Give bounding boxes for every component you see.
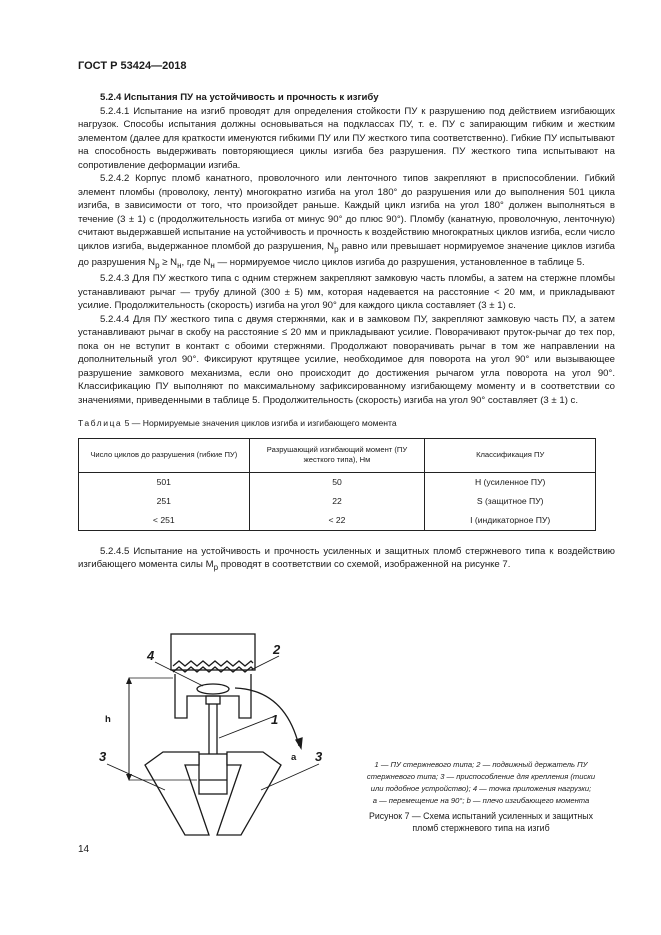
paragraph-5-2-4-3: 5.2.4.3 Для ПУ жесткого типа с одним стержнем закрепляют замковую часть пломбы, а затем на стержне пломбы устанавливают рычаг — трубу длиной (300 ± 5) мм, которая надевается на расстояние < 20 мм, и прикладывают усилие. Продолжительность (скорость) изгиба на угол 90° для каждого цикла составляет (3 ± 1) с. (78, 273, 615, 312)
table-row (79, 472, 596, 492)
section-heading: 5.2.4 Испытания ПУ на устойчивость и прочность к изгибу (100, 92, 379, 103)
label-3-right: 3 (315, 749, 323, 764)
table-cell: < 22 (249, 511, 425, 531)
main-content (78, 91, 615, 575)
document-standard-number: ГОСТ Р 53424—2018 (78, 60, 187, 72)
table-cell: 501 (79, 472, 250, 492)
table-cell: I (индикаторное ПУ) (425, 511, 596, 531)
figure-7-legend: 1 — ПУ стержневого типа; 2 — подвижный держатель ПУ стержневого типа; 3 — приспособление для крепления (тиски или подобное устройство); 4 — точка приложения нагрузки; a — перемещение на 90°; b — плечо изгибающего момента (366, 760, 596, 805)
table-cell: 50 (249, 472, 425, 492)
label-1: 1 (271, 712, 279, 727)
label-a: a (291, 752, 297, 763)
label-4: 4 (147, 648, 155, 663)
rod-head (206, 696, 220, 704)
label-3-left: 3 (99, 749, 107, 764)
paragraph-5-2-4-4: 5.2.4.4 Для ПУ жесткого типа с двумя стержнями, как и в замковом ПУ, закрепляют замковую часть ПУ, а затем устанавливают рычаг в скобу на расстояние ≤ 20 мм и прикладывают усилие. Поворачивают пруток-рычаг до тех пор, пока он не вступит в контакт с обоими стержнями. Продолжают поворачивать рычаг в том же направлении на дополнительный угол 90°. Фиксируют крутящее усилие, необходимое для поворота на угол 90° или вызывающее разрушение замкового механизма, если оно происходит до достижения рычагом угла поворота на угол 90°. Классификацию ПУ выполняют по максимальному зафиксированному изгибающему моменту и в соответствии со значениями, приведенными в таблице 5. Продолжительность (скорость) изгиба на угол 90° составляет (3 ± 1) с. (78, 313, 615, 406)
table-5 (78, 438, 596, 531)
table-cell: < 251 (79, 511, 250, 531)
table-cell: S (защитное ПУ) (425, 492, 596, 511)
table-cell: H (усиленное ПУ) (425, 472, 596, 492)
paragraph-5-2-4-5: 5.2.4.5 Испытание на устойчивость и прочность усиленных и защитных пломб стержневого типа к воздействию изгибающего момента силы $M_р$ проводят в соответствии со схемой, изображенной на рисунке 7. (78, 545, 615, 573)
label-h: h (105, 714, 111, 725)
table-row (79, 492, 596, 511)
table-row (79, 511, 596, 531)
figure-7-diagram (85, 630, 345, 840)
table-5-caption: Таблица 5 — Нормируемые значения циклов изгиба и изгибающего момента (78, 418, 397, 429)
table-header-cycles: Число циклов до разрушения (гибкие ПУ) (79, 438, 250, 472)
movement-arc (235, 688, 299, 746)
label-2: 2 (273, 642, 281, 657)
page-number: 14 (78, 844, 90, 855)
table-header-class: Классификация ПУ (425, 438, 596, 472)
table-cell: 251 (79, 492, 250, 511)
seal-lock-body (199, 754, 227, 794)
paragraph-5-2-4-2: 5.2.4.2 Корпус пломб канатного, проволочного или ленточного типов закрепляют в приспособлении. Гибкий элемент пломбы (проволоку, ленту) многократно изгиба на угол 180° до разрушения или до выполнения 501 цикла изгиба, в зависимости от того, что произойдет раньше. Каждый цикл изгиба на угол 180° должен выполняться в течение (3 ± 1) с (продолжительность изгиба от минус 90° до плюс 90°). Пломбу (канатную, проволочную, ленточную) считают выдержавшей испытание на устойчивость и прочность к воздействию многократных циклов изгиба, если число циклов изгиба, выдержанное пломбой до разрушения, $N_р$ равно или превышает нормируемое значение циклов изгиба до разрушения $N_р \ge N_н$, где $N_н$ — нормируемое число циклов изгиба до разрушения, установленное в таблице 5. (78, 173, 615, 270)
paragraph-5-2-4-1: 5.2.4.1 Испытание на изгиб проводят для определения стойкости ПУ к разрушению под действием изгибающих нагрузок. Способы испытания должны основываться на подклассах ПУ, т. е. ПУ с запирающим гибким и жестким элементом (далее для краткости именуются гибкими ПУ или ПУ жесткого типа соответственно). Гибкие ПУ испытывают на способность выдерживать повторяющиеся циклы изгиба без разрушения. ПУ жесткого типа испытывают на сопротивление деформации изгиба. (78, 105, 615, 171)
figure-7-caption: Рисунок 7 — Схема испытаний усиленных и защитных пломб стержневого типа на изгиб (368, 811, 594, 833)
table-header-moment: Разрушающий изгибающий момент (ПУ жесткого типа), Нм (249, 438, 425, 472)
table-cell: 22 (249, 492, 425, 511)
test-scheme-drawing (85, 630, 345, 840)
